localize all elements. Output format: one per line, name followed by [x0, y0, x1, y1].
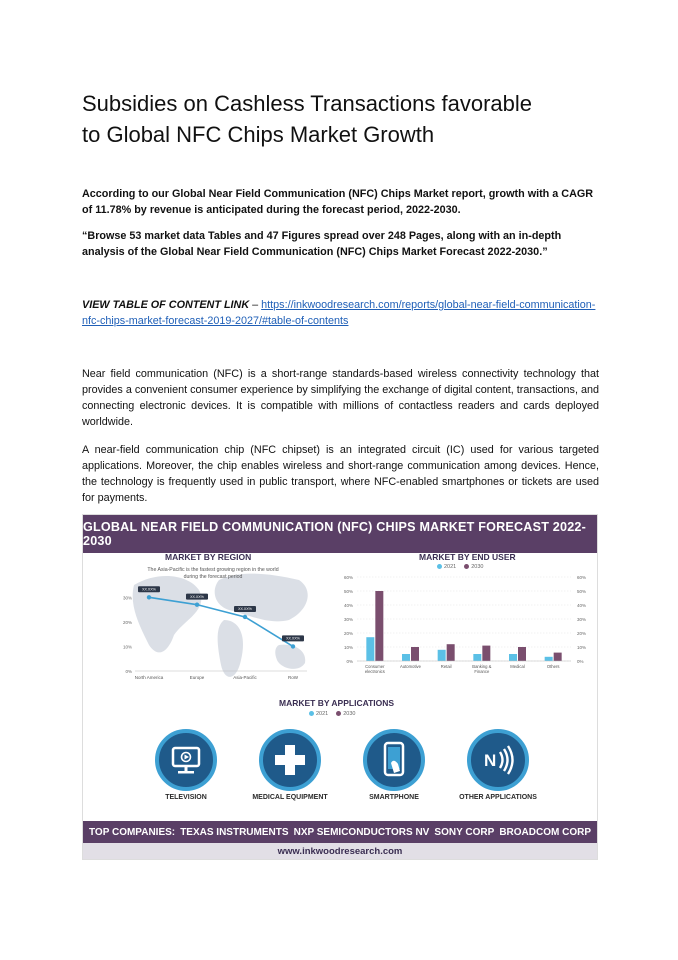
enduser-bar-2021	[545, 657, 553, 661]
enduser-ytick-right: 20%	[577, 630, 587, 636]
enduser-ytick-right: 60%	[577, 574, 587, 580]
enduser-ytick-right: 30%	[577, 616, 587, 622]
enduser-ytick-left: 30%	[343, 616, 353, 622]
enduser-chart	[335, 573, 593, 681]
enduser-bar-2030	[482, 646, 490, 661]
svg-text:N: N	[484, 751, 497, 770]
company-broadcom: BROADCOM CORP	[499, 826, 591, 838]
enduser-title: MARKET BY END USER	[419, 552, 516, 562]
toc-block	[82, 297, 602, 329]
app-label-smartphone: SMARTPHONE	[369, 794, 419, 801]
enduser-bar-2030	[554, 653, 562, 661]
enduser-xtick: Finance	[474, 669, 490, 674]
region-point	[195, 602, 199, 606]
enduser-ytick-left: 50%	[343, 588, 353, 594]
enduser-bar-2021	[402, 654, 410, 661]
region-ytick: 30%	[122, 595, 132, 601]
app-label-other: OTHER APPLICATIONS	[459, 794, 537, 801]
paragraph-nfc-chip: A near-field communication chip (NFC chipset) is an integrated circuit (IC) used for various targeted applications. Moreover, the chip enables wireless and short-range communication among devices. Hence, the technology is frequently used in public transport, where NFC-enabled smartphones or tickets are used for payments.	[82, 444, 599, 504]
television-icon	[159, 733, 213, 787]
region-point-label: XX.XX%	[142, 587, 156, 592]
enduser-ytick-right: 50%	[577, 588, 587, 594]
region-point-label: XX.XX%	[286, 636, 300, 641]
enduser-ytick-right: 0%	[577, 658, 584, 664]
medical-cross-icon	[263, 733, 317, 787]
smartphone-badge	[363, 729, 425, 791]
region-chart	[117, 579, 317, 691]
enduser-bar-2030	[411, 647, 419, 661]
enduser-xtick: Medical	[510, 664, 525, 669]
legend-2021: 2021	[437, 564, 456, 570]
lead-cagr: According to our Global Near Field Communication (NFC) Chips Market report, growth with a CAGR of 11.78% by revenue is anticipated during the forecast period, 2022-2030.	[82, 188, 594, 216]
enduser-xtick: Retail	[440, 664, 452, 669]
toc-dash: –	[249, 299, 262, 311]
medical-badge	[259, 729, 321, 791]
apps-title: MARKET BY APPLICATIONS	[279, 698, 395, 708]
enduser-ytick-right: 40%	[577, 602, 587, 608]
region-note: The Asia-Pacific is the fastest growing region in the world during the forecast period	[147, 567, 279, 580]
enduser-legend	[437, 564, 484, 570]
enduser-bar-2030	[518, 647, 526, 661]
enduser-ytick-left: 40%	[343, 602, 353, 608]
enduser-ytick-right: 10%	[577, 644, 587, 650]
company-nxp: NXP SEMICONDUCTORS NV	[293, 826, 430, 838]
enduser-xtick: Automotive	[400, 664, 421, 669]
enduser-ytick-left: 10%	[343, 644, 353, 650]
smartphone-icon	[367, 733, 421, 787]
apps-legend-2021: 2021	[309, 711, 328, 717]
region-ytick: 20%	[122, 619, 132, 625]
region-ytick: 10%	[122, 644, 132, 650]
company-texas-instruments: TEXAS INSTRUMENTS	[180, 826, 289, 838]
enduser-bar-2021	[438, 650, 446, 661]
region-xtick: North America	[134, 675, 164, 680]
region-point-label: XX.XX%	[238, 607, 252, 612]
banner-title: GLOBAL NEAR FIELD COMMUNICATION (NFC) CHIPS MARKET FORECAST 2022-2030	[83, 520, 586, 548]
legend-2030: 2030	[464, 564, 483, 570]
enduser-ytick-left: 60%	[343, 574, 353, 580]
region-xtick: Europe	[189, 675, 205, 680]
apps-legend	[309, 711, 356, 717]
page-title	[82, 88, 602, 150]
region-ytick: 0%	[125, 669, 132, 674]
enduser-xtick: Banking &	[472, 664, 492, 669]
television-badge	[155, 729, 217, 791]
region-point	[147, 595, 151, 599]
region-xtick: RoW	[288, 675, 298, 680]
enduser-xtick: Others	[546, 664, 560, 669]
enduser-bar-2030	[447, 644, 455, 661]
app-label-medical: MEDICAL EQUIPMENT	[252, 794, 328, 801]
enduser-bar-2021	[473, 654, 481, 661]
title-line-1: Subsidies on Cashless Transactions favorable	[82, 91, 533, 116]
infographic-banner	[83, 515, 597, 553]
enduser-ytick-left: 20%	[343, 630, 353, 636]
enduser-xtick: electronics	[364, 669, 385, 674]
top-companies-label: TOP COMPANIES:	[89, 826, 176, 838]
app-label-television: TELEVISION	[165, 794, 207, 801]
other-apps-badge	[467, 729, 529, 791]
enduser-ytick-left: 0%	[346, 658, 353, 664]
region-title: MARKET BY REGION	[165, 552, 252, 562]
region-point-label: XX.XX%	[190, 594, 204, 599]
infographic	[82, 514, 598, 860]
region-xtick: Asia-Pacific	[233, 675, 257, 680]
region-point	[243, 615, 247, 619]
apps-legend-2030: 2030	[336, 711, 355, 717]
lead-browse: “Browse 53 market data Tables and 47 Figures spread over 248 Pages, along with an in-depth analysis of the Global Near Field Communication (NFC) Chips Market Forecast 2022-2030.”	[82, 230, 562, 258]
toc-label: VIEW TABLE OF CONTENT LINK	[82, 299, 250, 311]
company-sony: SONY CORP	[434, 826, 495, 838]
enduser-bar-2021	[366, 637, 374, 661]
region-point	[291, 644, 295, 648]
enduser-bar-2030	[375, 591, 383, 661]
toc-link[interactable]: https://inkwoodresearch.com/reports/global-near-field-communication-nfc-chips-market-forecast-2019-2027/#table-of-contents	[82, 299, 596, 327]
enduser-xtick: Consumer	[365, 664, 385, 669]
title-line-2: to Global NFC Chips Market Growth	[82, 122, 435, 147]
nfc-icon	[471, 733, 525, 787]
top-companies-bar	[83, 821, 597, 843]
paragraph-nfc-definition: Near field communication (NFC) is a short-range standards-based wireless connectivity technology that provides a convenient consumer experience by simplifying the exchange of digital content, transactions, and connecting electronic devices. It is compatible with millions of contactless readers and cards deployed worldwide.	[82, 368, 599, 428]
enduser-bar-2021	[509, 654, 517, 661]
website-url[interactable]: www.inkwoodresearch.com	[277, 845, 403, 857]
website-bar	[83, 843, 597, 859]
